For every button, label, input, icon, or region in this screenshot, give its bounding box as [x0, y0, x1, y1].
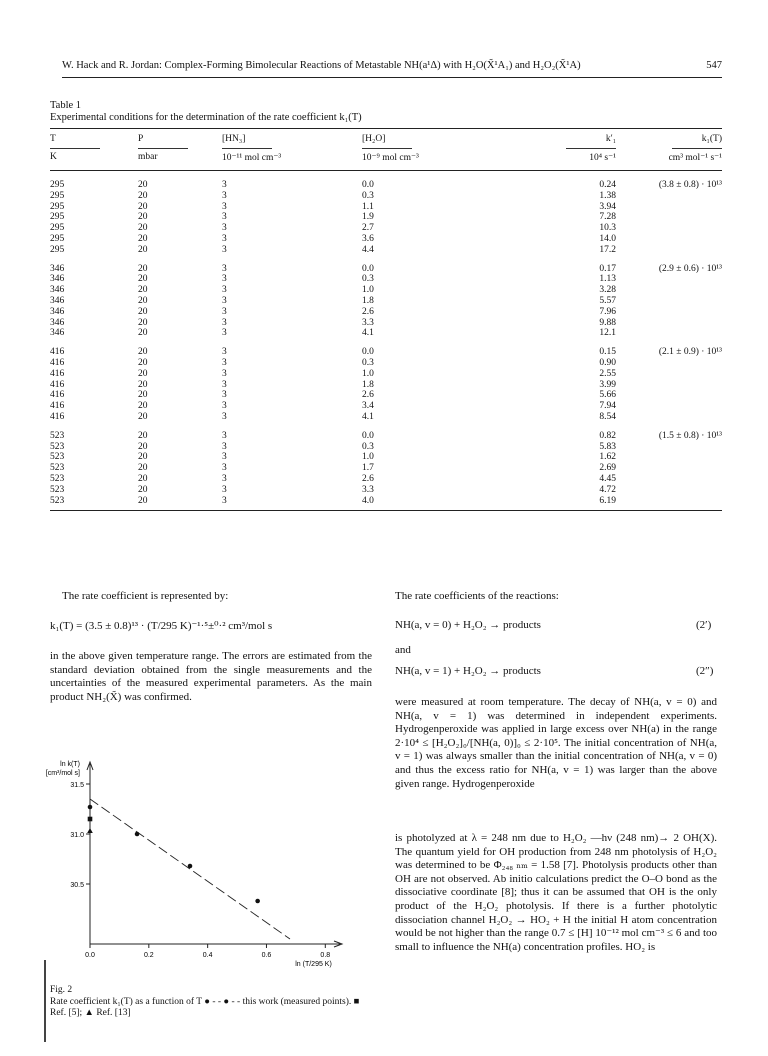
table-cell: 5.66 — [599, 390, 616, 401]
table-cell: 346 — [50, 274, 65, 285]
column-header: k′₁ — [605, 134, 616, 144]
column-header-divider — [672, 148, 722, 149]
table-cell: 20 — [138, 328, 148, 339]
table-cell: 3 — [222, 212, 227, 223]
table-cell: 3 — [222, 484, 227, 495]
right-intro: The rate coefficients of the reactions: — [395, 590, 559, 602]
table-header-rule — [50, 170, 722, 171]
table-cell: 3.3 — [362, 484, 374, 495]
table-cell: 1.8 — [362, 379, 374, 390]
table-cell: 3 — [222, 190, 227, 201]
table-cell: 416 — [50, 347, 65, 358]
table-cell: 3 — [222, 474, 227, 484]
table-cell: 295 — [50, 180, 65, 190]
table-cell: 0.0 — [362, 347, 374, 358]
x-tick-label: 0.4 — [202, 952, 213, 959]
column-unit: 10⁻¹¹ mol cm⁻³ — [222, 153, 282, 163]
table-cell: 3 — [222, 274, 227, 285]
table-cell: 416 — [50, 412, 65, 422]
table-cell: 2.6 — [362, 474, 374, 484]
table-cell: 20 — [138, 347, 148, 358]
table-cell: 20 — [138, 412, 148, 422]
table-cell: 416 — [50, 379, 65, 390]
table-cell: 346 — [50, 296, 65, 306]
table-cell: 20 — [138, 317, 148, 328]
table-cell: 3.99 — [599, 379, 616, 390]
table-cell: 4.1 — [362, 412, 374, 422]
table-cell: 7.94 — [599, 401, 616, 412]
table-cell: 346 — [50, 328, 65, 339]
column-header-divider — [566, 148, 616, 149]
table-cell: 523 — [50, 441, 65, 452]
table-cell: 20 — [138, 212, 148, 223]
running-title: W. Hack and R. Jordan: Complex-Forming Bimolecular Reactions of Metastable NH(a¹Δ) with H₂O(X̃¹A₁) and H₂O₂(X̃¹A) — [62, 60, 581, 71]
left-paragraph: in the above given temperature range. The errors are estimated from the standard deviation obtained from the single measurements and the uncertainties of the measured experimental parameters. As the main product NH₂(X̃) was confirmed. — [50, 650, 372, 703]
table-cell: 3 — [222, 263, 227, 274]
table-cell: 0.3 — [362, 274, 374, 285]
table-cell: 295 — [50, 223, 65, 234]
table-cell: 5.57 — [599, 296, 616, 306]
table-cell: 20 — [138, 285, 148, 296]
table-cell: 20 — [138, 430, 148, 441]
table-cell: 346 — [50, 306, 65, 317]
table-cell: 0.17 — [599, 263, 616, 274]
reaction-2b-number: (2″) — [696, 665, 714, 677]
y-tick-label: 31.0 — [70, 832, 84, 839]
rate-equation: k₁(T) = (3.5 ± 0.8)¹³ · (T/295 K)⁻¹·⁵±⁰·² cm³/mol s — [50, 620, 273, 632]
table-cell: 0.82 — [599, 430, 616, 441]
table-cell: 1.7 — [362, 463, 374, 474]
fit-line — [90, 799, 290, 939]
data-point-this-work — [188, 864, 193, 869]
table-cell: 17.2 — [599, 244, 616, 255]
table-cell: 20 — [138, 274, 148, 285]
table-cell: 20 — [138, 358, 148, 368]
table-cell: 1.8 — [362, 296, 374, 306]
table-cell: 1.13 — [599, 274, 616, 285]
x-tick-label: 0.8 — [320, 952, 331, 959]
y-tick-label: 30.5 — [70, 882, 84, 889]
table-cell: 1.9 — [362, 212, 374, 223]
table-cell: 20 — [138, 263, 148, 274]
figure-2-plot — [40, 752, 370, 1012]
right-paragraph-1: were measured at room temperature. The decay of NH(a, v = 0) and NH(a, v = 1) was determined in independent experiments. Hydrogenperoxide was applied in large excess over NH(a) in the range 2·10⁴ ≤ [H₂O₂]₀/[NH(a, 0)]₀ ≤ 2·10⁵. The initial concentration of NH(a, v = 1) was always smaller than the initial concentration of NH(a, v = 0) and thus the excess ratio for NH(a, v = 1) was larger than the above given range. Hydrogenperoxide — [395, 696, 717, 790]
table-cell: 20 — [138, 234, 148, 244]
table-cell: 3 — [222, 452, 227, 463]
table-cell: 12.1 — [599, 328, 616, 339]
x-axis-label: ln (T/295 K) — [295, 961, 332, 968]
table-cell: 20 — [138, 463, 148, 474]
table-cell: 1.1 — [362, 201, 374, 212]
figure-caption-label: Fig. 2 — [50, 985, 73, 995]
reaction-2a-number: (2′) — [696, 619, 712, 631]
table-cell: 14.0 — [599, 234, 616, 244]
table-cell: 295 — [50, 244, 65, 255]
table-cell: 3 — [222, 430, 227, 441]
table-cell: 3.94 — [599, 201, 616, 212]
table-cell: 20 — [138, 441, 148, 452]
table-cell: 20 — [138, 368, 148, 379]
table-cell: 3 — [222, 441, 227, 452]
table-cell: 20 — [138, 484, 148, 495]
table-cell: 3 — [222, 328, 227, 339]
table-cell: 3 — [222, 368, 227, 379]
left-intro: The rate coefficient is represented by: — [62, 590, 229, 602]
table-cell: 523 — [50, 474, 65, 484]
table-cell: 20 — [138, 379, 148, 390]
table-cell: 346 — [50, 285, 65, 296]
table-cell: 416 — [50, 368, 65, 379]
table-cell: 0.90 — [599, 358, 616, 368]
k1-value: (2.9 ± 0.6) · 10¹³ — [658, 263, 722, 274]
table-cell: 3 — [222, 358, 227, 368]
table-cell: 346 — [50, 263, 65, 274]
k1-value: (3.8 ± 0.8) · 10¹³ — [658, 180, 722, 190]
table-cell: 20 — [138, 190, 148, 201]
table-cell: 20 — [138, 495, 148, 506]
table-cell: 9.88 — [599, 317, 616, 328]
table-cell: 20 — [138, 223, 148, 234]
table-cell: 416 — [50, 401, 65, 412]
and-word: and — [395, 644, 411, 656]
page-number: 547 — [706, 60, 722, 71]
table-cell: 20 — [138, 180, 148, 190]
table-cell: 0.3 — [362, 190, 374, 201]
column-header-divider — [362, 148, 412, 149]
data-point-ref13 — [87, 828, 93, 833]
table-cell: 3 — [222, 296, 227, 306]
table-cell: 3 — [222, 347, 227, 358]
column-unit: K — [50, 152, 57, 162]
column-header: P — [138, 134, 144, 144]
table-cell: 6.19 — [599, 495, 616, 506]
table-cell: 5.83 — [599, 441, 616, 452]
data-point-this-work — [88, 805, 93, 810]
table-cell: 416 — [50, 390, 65, 401]
y-axis-unit: [cm³/mol s] — [45, 770, 80, 777]
table-cell: 3 — [222, 379, 227, 390]
table-cell: 8.54 — [599, 412, 616, 422]
table-cell: 7.28 — [599, 212, 616, 223]
table-cell: 3.3 — [362, 317, 374, 328]
table-cell: 0.0 — [362, 430, 374, 441]
running-header — [62, 60, 722, 78]
table-cell: 1.38 — [599, 190, 616, 201]
table-bottom-rule — [50, 510, 722, 511]
table-cell: 1.0 — [362, 368, 374, 379]
table-cell: 295 — [50, 234, 65, 244]
table-cell: 3 — [222, 244, 227, 255]
y-tick-label: 31.5 — [70, 782, 84, 789]
table-cell: 3 — [222, 495, 227, 506]
table-cell: 10.3 — [599, 223, 616, 234]
figure-caption — [50, 985, 375, 1020]
column-header-divider — [138, 148, 188, 149]
table-caption: Experimental conditions for the determination of the rate coefficient k₁(T) — [50, 112, 362, 123]
column-unit: mbar — [138, 152, 158, 162]
table-cell: 1.0 — [362, 285, 374, 296]
table-cell: 1.0 — [362, 452, 374, 463]
table-cell: 523 — [50, 484, 65, 495]
reaction-2a: NH(a, v = 0) + H₂O₂ → products — [395, 619, 541, 631]
table-cell: 20 — [138, 390, 148, 401]
margin-bar — [44, 960, 46, 1042]
column-unit: 10⁴ s⁻¹ — [589, 153, 616, 163]
x-tick-label: 0.6 — [261, 952, 272, 959]
column-header: k₁(T) — [701, 134, 722, 144]
table-cell: 0.3 — [362, 441, 374, 452]
table-cell: 2.7 — [362, 223, 374, 234]
table-cell: 523 — [50, 495, 65, 506]
table-cell: 7.96 — [599, 306, 616, 317]
y-axis-label: ln k(T) — [60, 761, 80, 768]
table-cell: 295 — [50, 190, 65, 201]
table-cell: 3.6 — [362, 234, 374, 244]
table-cell: 4.4 — [362, 244, 374, 255]
table-cell: 0.0 — [362, 263, 374, 274]
table-cell: 3 — [222, 317, 227, 328]
table-cell: 523 — [50, 463, 65, 474]
table-cell: 3 — [222, 201, 227, 212]
table-cell: 3 — [222, 390, 227, 401]
table-cell: 20 — [138, 296, 148, 306]
table-cell: 4.1 — [362, 328, 374, 339]
table-cell: 4.45 — [599, 474, 616, 484]
table-cell: 20 — [138, 474, 148, 484]
table-cell: 3.4 — [362, 401, 374, 412]
table-cell: 346 — [50, 317, 65, 328]
table-cell: 20 — [138, 306, 148, 317]
table-cell: 3 — [222, 412, 227, 422]
column-header: [HN₃] — [222, 134, 246, 144]
column-unit: 10⁻⁹ mol cm⁻³ — [362, 153, 419, 163]
table-cell: 0.15 — [599, 347, 616, 358]
table-cell: 3 — [222, 223, 227, 234]
table-cell: 20 — [138, 452, 148, 463]
table-cell: 416 — [50, 358, 65, 368]
table-cell: 3 — [222, 285, 227, 296]
data-point-ref5 — [88, 817, 93, 822]
column-header: [H₂O] — [362, 134, 386, 144]
figure-caption-text: Rate coefficient k₁(T) as a function of T ● - - ● - - this work (measured points). ■ Ref. [5]; ▲ Ref. [13] — [50, 996, 360, 1018]
table-cell: 0.0 — [362, 180, 374, 190]
data-point-this-work — [255, 899, 260, 904]
table-cell: 20 — [138, 201, 148, 212]
table-label: Table 1 — [50, 100, 82, 111]
table-cell: 3 — [222, 306, 227, 317]
column-unit: cm³ mol⁻¹ s⁻¹ — [668, 153, 722, 163]
k1-value: (2.1 ± 0.9) · 10¹³ — [658, 347, 722, 358]
table-cell: 2.6 — [362, 390, 374, 401]
table-cell: 2.6 — [362, 306, 374, 317]
table-cell: 20 — [138, 244, 148, 255]
table-cell: 523 — [50, 452, 65, 463]
table-cell: 3 — [222, 463, 227, 474]
table-cell: 295 — [50, 212, 65, 223]
right-paragraph-2: is photolyzed at λ = 248 nm due to H₂O₂ —hν (248 nm)→ 2 OH(X). The quantum yield for OH production from 248 nm photolysis of H₂O₂ was determined to be Φ₂₄₈ ₙₘ = 1.58 [7]. Photolysis products other than OH are not observed. Ab initio calculations predict the O–O bond as the dissociative coordinate [8]; thus it can be assumed that OH is the only product of the H₂O₂ photolysis. If there is a further photolytic dissociation channel H₂O₂ → HO₂ + H the initial H atom concentration would be not higher than the range 0.7 ≤ [H] 10⁻¹² mol cm⁻³ ≤ 6 and too small to influence the NH(a) concentration profiles. HO₂ is — [395, 832, 717, 953]
x-tick-label: 0.0 — [85, 952, 95, 959]
table-heading — [50, 100, 362, 124]
data-point-this-work — [135, 832, 140, 837]
table-cell: 3 — [222, 180, 227, 190]
table-cell: 3 — [222, 401, 227, 412]
column-header-divider — [50, 148, 100, 149]
table-cell: 4.72 — [599, 484, 616, 495]
table-cell: 523 — [50, 430, 65, 441]
reaction-2b: NH(a, v = 1) + H₂O₂ → products — [395, 665, 541, 677]
column-header-divider — [222, 148, 272, 149]
k1-value: (1.5 ± 0.8) · 10¹³ — [658, 430, 722, 441]
table-cell: 3.28 — [599, 285, 616, 296]
table-cell: 0.3 — [362, 358, 374, 368]
table-cell: 20 — [138, 401, 148, 412]
table-cell: 0.24 — [599, 180, 616, 190]
table-cell: 3 — [222, 234, 227, 244]
table-cell: 1.62 — [599, 452, 616, 463]
table-top-rule — [50, 128, 722, 129]
table-cell: 2.55 — [599, 368, 616, 379]
table-cell: 2.69 — [599, 463, 616, 474]
table-cell: 295 — [50, 201, 65, 212]
column-header: T — [50, 134, 56, 144]
x-tick-label: 0.2 — [143, 952, 154, 959]
table-cell: 4.0 — [362, 495, 374, 506]
